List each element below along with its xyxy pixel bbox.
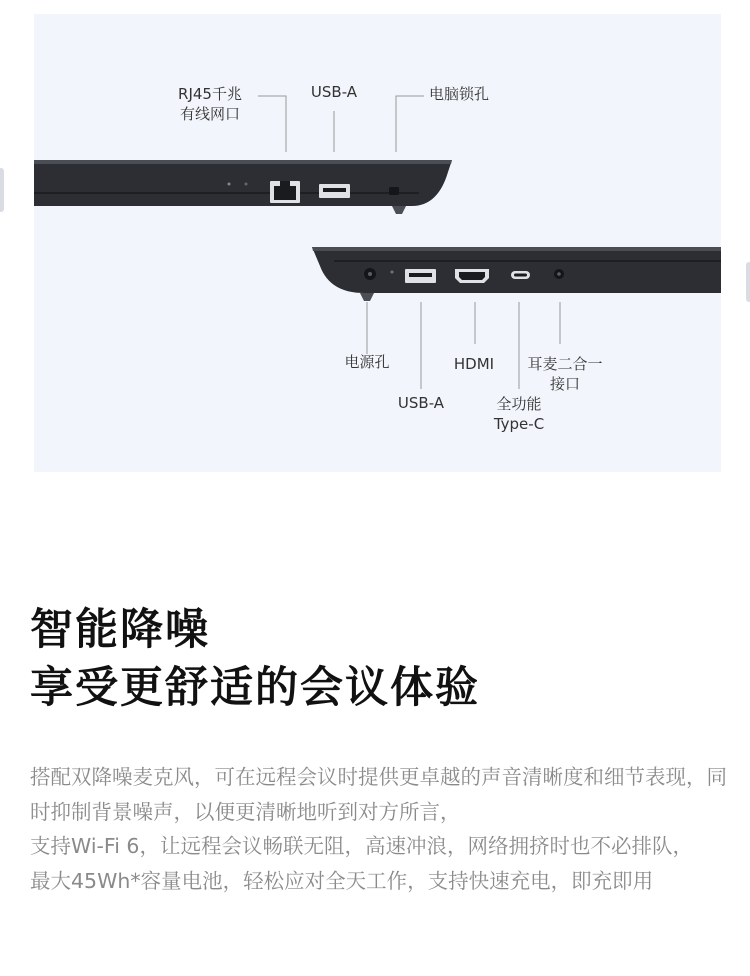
label-audio-jack-line1: 耳麦二合一 bbox=[527, 355, 603, 373]
label-type-c-line1: 全功能 bbox=[496, 395, 542, 413]
label-power: 电源孔 bbox=[344, 353, 390, 371]
label-rj45-line2: 有线网口 bbox=[179, 105, 240, 123]
type-c-port-icon bbox=[511, 271, 530, 279]
label-lock-slot: 电脑锁孔 bbox=[429, 85, 490, 103]
rj45-port-icon bbox=[270, 181, 300, 203]
ports-illustration bbox=[34, 14, 721, 472]
lock-slot-icon bbox=[389, 187, 399, 195]
label-usb-a-right: USB-A bbox=[397, 394, 445, 412]
label-usb-a-left: USB-A bbox=[310, 83, 358, 101]
description-paragraph-3: 最大45Wh*容量电池，轻松应对全天工作，支持快速充电，即充即用 bbox=[30, 868, 654, 893]
audio-jack-icon bbox=[554, 269, 564, 279]
hdmi-port-icon bbox=[455, 269, 489, 283]
left-edge-indicator bbox=[0, 168, 4, 212]
label-audio-jack-line2: 接口 bbox=[549, 375, 580, 393]
label-type-c-line2: Type-C bbox=[493, 415, 545, 433]
headline-line1: 智能降噪 bbox=[30, 605, 210, 655]
label-hdmi: HDMI bbox=[453, 355, 495, 373]
usb-a-port-icon-right bbox=[405, 269, 436, 283]
feature-description bbox=[30, 760, 730, 898]
power-port-icon bbox=[364, 268, 376, 280]
laptop-left-side bbox=[34, 160, 452, 214]
leader-lines bbox=[258, 96, 560, 389]
label-rj45-line1: RJ45千兆 bbox=[178, 85, 242, 103]
label-audio-jack bbox=[516, 354, 614, 394]
label-type-c bbox=[473, 394, 565, 434]
laptop-right-side bbox=[312, 247, 721, 301]
headline-line2: 享受更舒适的会议体验 bbox=[30, 663, 480, 713]
label-rj45 bbox=[155, 84, 265, 124]
usb-a-port-icon-left bbox=[319, 184, 350, 198]
description-paragraph-2: 支持Wi-Fi 6，让远程会议畅联无阻，高速冲浪，网络拥挤时也不必排队， bbox=[30, 834, 693, 858]
description-paragraph-1: 搭配双降噪麦克风，可在远程会议时提供更卓越的声音清晰度和细节表现，同时抑制背景噪声，以便更清晰地听到对方所言， bbox=[30, 765, 727, 824]
right-edge-indicator bbox=[746, 262, 750, 302]
